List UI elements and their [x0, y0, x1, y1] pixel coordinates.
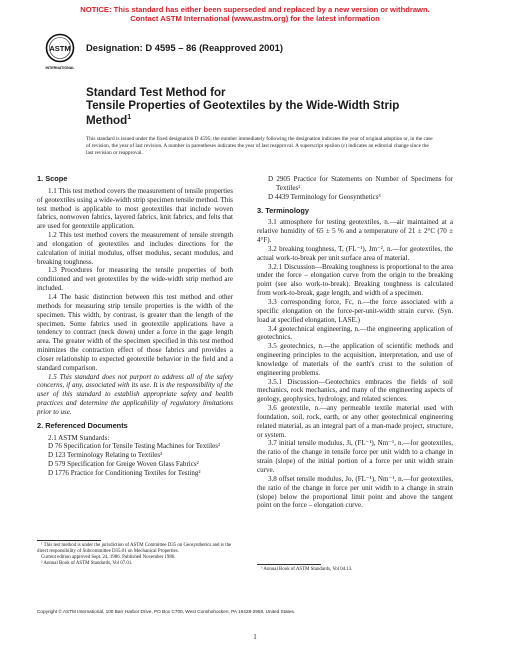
paragraph-3-5-1: 3.5.1 Discussion—Geotechnics embraces the fields of soil mechanics, rock mechanics, and many of the engineering aspects of geology, geophysics, hydrology, and related sciences.: [257, 377, 453, 404]
reference-item: D 4439 Terminology for Geosynthetics³: [268, 192, 381, 201]
logo-subtext: INTERNATIONAL: [45, 66, 75, 70]
paragraph-1-2: 1.2 This test method covers the measurement of tensile strength and elongation of geotextiles and includes directions for the calculation of initial modulus, offset modulus, secant modulus, and breaking toughness.: [37, 231, 233, 266]
notice-line-1: NOTICE: This standard has either been superseded and replaced by a new version or withdrawn.: [80, 5, 430, 14]
footnote-divider: [37, 540, 101, 541]
paragraph-3-4: 3.4 geotechnical engineering, n.—the engineering application of geotechnics.: [257, 324, 453, 342]
footnote-1: ¹ This test method is under the jurisdiction of ASTM Committee D35 on Geosynthetics and is the direct responsibility of Subcommittee D35.01 on Mechanical Properties.: [37, 543, 232, 554]
paragraph-1-1: 1.1 This test method covers the measurement of tensile properties of geotextiles using a wide-width strip specimen tensile method. This test method is applicable to most geotextiles that include woven fabrics, nonwoven fabrics, layered fabrics, knit fabrics, and felts that are used for geotextile application.: [37, 186, 233, 231]
paragraph-3-3: 3.3 corresponding force, Fc, n.—the force associated with a specific elongation on the force-per-unit-width strain curve. (Syn. load at specified elongation, LASE.): [257, 297, 453, 324]
reference-item: D 1776 Practice for Conditioning Textiles for Testing²: [48, 469, 201, 477]
paragraph-3-1: 3.1 atmosphere for testing geotextiles, n.—air maintained at a relative humidity of 65 ± 5 % and a temperature of 21 ± 2°C (70 ± 4°F).: [257, 218, 453, 245]
footnote-divider: [257, 564, 321, 565]
paragraph-1-5: 1.5 This standard does not purport to address all of the safety concerns, if any, associated with its use. It is the responsibility of the user of this standard to establish appropriate safety and health practices and determine the applicability of regulatory limitations prior to use.: [37, 372, 233, 416]
left-footnotes: [37, 540, 233, 567]
right-column: [257, 175, 453, 510]
paragraph-3-5: 3.5 geotechnics, n.—the application of scientific methods and engineering principles to the acquisition, interpretation, and use of knowledge of materials of the earth's crust to the solution of engineering problems.: [257, 342, 453, 377]
paragraph-1-3: 1.3 Procedures for measuring the tensile properties of both conditioned and wet geotextiles by the wide-width strip method are included.: [37, 266, 233, 293]
paragraph-3-2: 3.2 breaking toughness, T, (FL⁻¹), Jm⁻², n.—for geotextiles, the actual work-to-break per unit surface area of material.: [257, 244, 453, 262]
referenced-documents-heading: 2. Referenced Documents: [37, 420, 128, 430]
reference-item: D 2905 Practice for Statements on Number of Specimens for Textiles²: [268, 175, 453, 192]
left-column: [37, 175, 233, 478]
title-footnote-mark: 1: [127, 114, 132, 122]
paragraph-3-2-1: 3.2.1 Discussion—Breaking toughness is proportional to the area under the force – elongation curve from the origin to the breaking point (see also work-to-break). Breaking toughness is calculated from work-to-break, gage length, and width of a specimen.: [257, 262, 453, 298]
paragraph-1-4: 1.4 The basic distinction between this test method and other methods for measuring strip tensile properties is the width of the specimen. This width, by contrast, is greater than the length of the specimen. Some fabrics used in geotextile applications have a tendency to contract (neck down) under a force in the gage length area. The greater width of the specimen specified in this test method minimizes the contraction effect of those fabrics and provides a closer relationship to expected geotextile behavior in the field and a standard comparison.: [37, 292, 233, 372]
reference-item: D 76 Specification for Tensile Testing Machines for Textiles²: [48, 442, 221, 451]
reference-item: D 123 Terminology Relating to Textiles²: [48, 451, 163, 460]
paragraph-3-6: 3.6 geotextile, n.—any permeable textile material used with foundation, soil, rock, earth, or any other geotechnical engineering related material, as an integral part of a man-made project, structure, or system.: [257, 404, 453, 439]
reference-item: D 579 Specification for Greige Woven Glass Fabrics²: [48, 460, 199, 469]
notice-line-2: [0, 14, 510, 23]
logo-text: ASTM: [49, 44, 71, 53]
designation: Designation: D 4595 – 86 (Reapproved 2001): [86, 42, 283, 53]
terminology-heading: 3. Terminology: [257, 205, 310, 215]
document-title: [86, 87, 436, 128]
paragraph-3-8: 3.8 offset tensile modulus, Jo, (FL⁻¹), Nm⁻¹, n.—for geotextiles, the ratio of the change in force per unit width to a change in strain (slope) below the proportional limit point and above the tangent point on the force – elongation curve.: [257, 474, 453, 510]
paragraph-2-1: 2.1 ASTM Standards:: [48, 433, 110, 442]
title-line-2: Tensile Properties of Geotextiles by the Wide-Width Strip: [86, 98, 400, 112]
page-number: 1: [253, 633, 257, 641]
title-line-1: Standard Test Method for: [86, 86, 226, 99]
footnote-2: ² Annual Book of ASTM Standards, Vol 07.01.: [41, 561, 133, 566]
footnote-3: ³ Annual Book of ASTM Standards, Vol 04.13.: [261, 567, 353, 572]
paragraph-3-7: 3.7 initial tensile modulus, Ji, (FL⁻¹), Nm⁻¹, n.—for geotextiles, the ratio of the change in tensile force per unit width to a change in strain (slope) of the initial portion of a force per unit width strain curve.: [257, 439, 453, 474]
astm-logo-icon: [44, 33, 76, 73]
withdrawn-notice: [0, 5, 510, 23]
footnote-1b: Current edition approved Sept. 24, 1986. Published November 1986.: [41, 555, 176, 560]
copyright-line: Copyright © ASTM International, 100 Barr Harbor Drive, PO Box C700, West Conshohocken, PA 19428-2959, United States.: [37, 609, 296, 614]
title-line-3: Method$^1$: [86, 114, 132, 128]
notice-link[interactable]: Contact ASTM International (www.astm.org) for the latest information: [130, 14, 380, 23]
standard-note: This standard is issued under the fixed designation D 4595; the number immediately following the designation indicates the year of original adoption or, in the case of revision, the year of last revision. A number in parentheses indicates the year of last reapproval. A superscript epsilon (ε) indicates an editorial change since the last revision or reapproval.: [86, 136, 433, 156]
right-footnotes: [257, 564, 453, 573]
scope-heading: 1. Scope: [37, 174, 68, 183]
